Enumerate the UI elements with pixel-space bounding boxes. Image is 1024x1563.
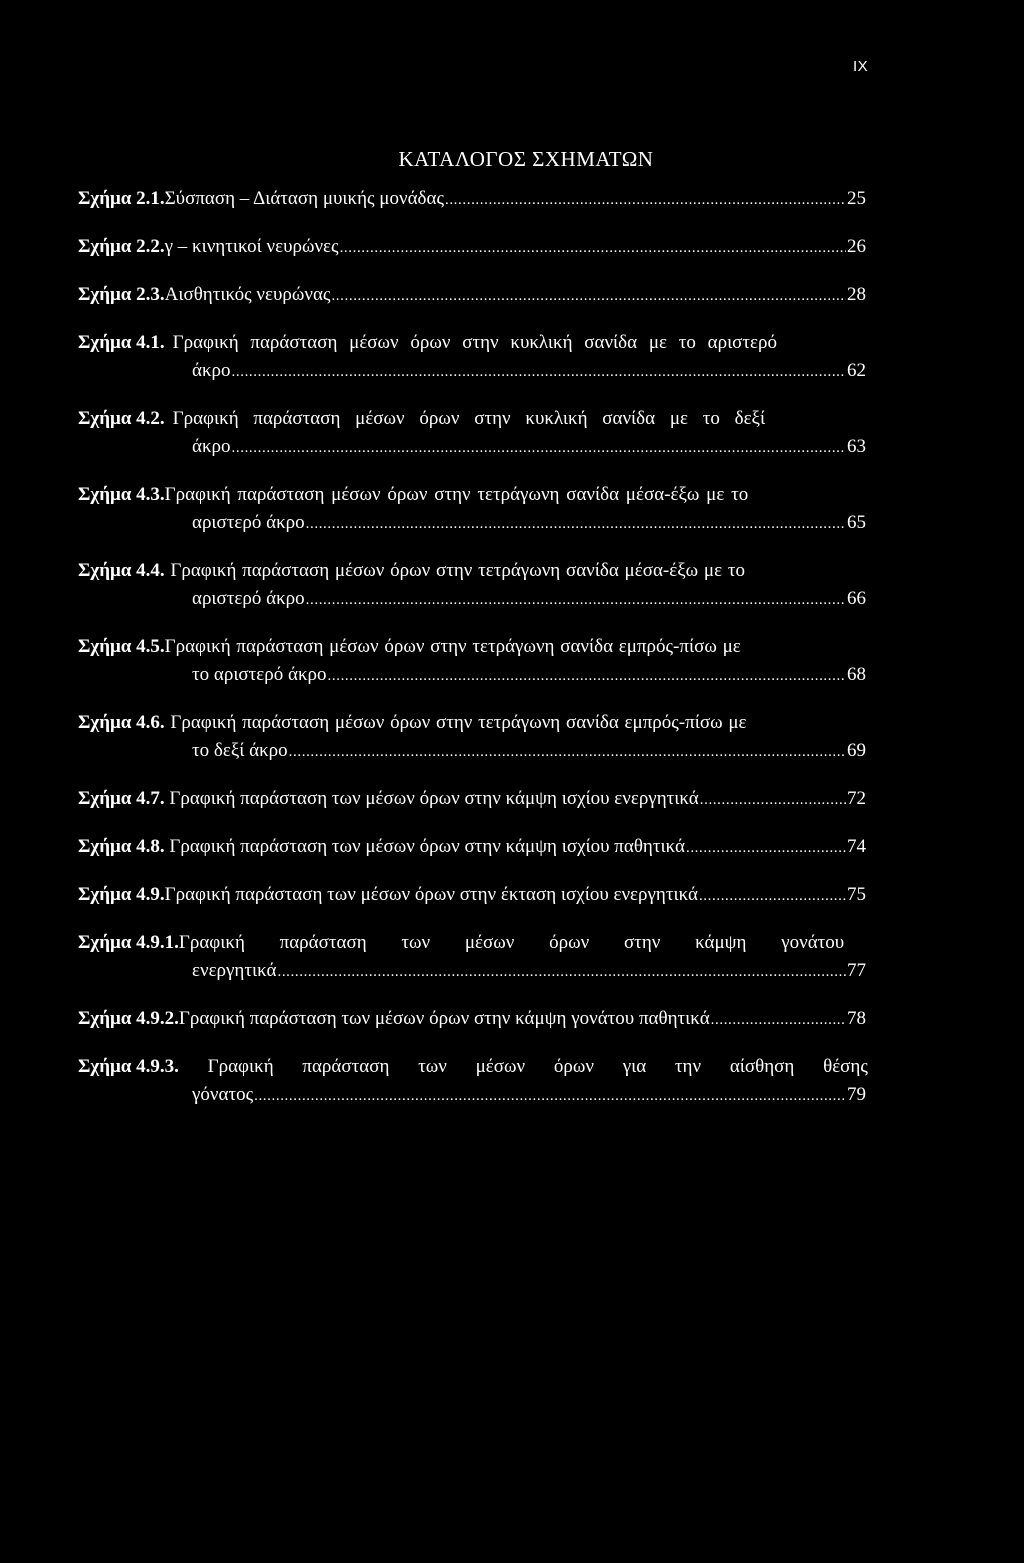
figure-entry[interactable] xyxy=(78,833,866,862)
figure-entry[interactable] xyxy=(78,1053,866,1110)
figure-page-number: 79 xyxy=(847,1084,866,1105)
figure-entry[interactable] xyxy=(78,185,866,214)
figure-label: Σχήμα 2.3. xyxy=(78,284,165,305)
figure-caption: Γραφική παράσταση μέσων όρων στην τετράγωνη σανίδα εμπρός-πίσω με xyxy=(164,636,741,657)
figure-page-number: 74 xyxy=(847,836,866,857)
figure-entry[interactable] xyxy=(78,233,866,262)
figure-label: Σχήμα 4.4. xyxy=(78,560,165,581)
figure-page-number: 69 xyxy=(847,740,866,761)
dot-leader xyxy=(445,186,846,214)
figure-caption-continued: γόνατος xyxy=(192,1084,254,1105)
figure-page-number: 28 xyxy=(847,284,866,305)
figure-page-number: 62 xyxy=(847,360,866,381)
dot-leader xyxy=(277,958,846,986)
figure-caption: γ – κινητικοί νευρώνες xyxy=(164,236,339,257)
figure-caption-continued: αριστερό άκρο xyxy=(192,588,305,609)
figure-caption-continued: άκρο xyxy=(192,360,231,381)
figure-entry[interactable] xyxy=(78,281,866,310)
figure-page-number: 68 xyxy=(847,664,866,685)
figure-entry[interactable] xyxy=(78,1005,866,1034)
figure-caption: Γραφική παράσταση μέσων όρων στην τετράγωνη σανίδα μέσα-έξω με το xyxy=(164,484,749,505)
figure-caption: Γραφική παράσταση μέσων όρων στην κυκλική σανίδα με το δεξί xyxy=(172,408,766,429)
figure-label: Σχήμα 4.6. xyxy=(78,712,165,733)
figure-label: Σχήμα 4.8. xyxy=(78,836,165,857)
figure-caption: Σύσπαση – Διάταση μυικής μονάδας xyxy=(164,188,444,209)
figure-caption: Γραφική παράσταση των μέσων όρων στην κάμψη ισχίου παθητικά xyxy=(164,836,685,857)
figure-label: Σχήμα 4.1. xyxy=(78,332,165,353)
figure-label: Σχήμα 4.5. xyxy=(78,636,165,657)
figure-label: Σχήμα 2.2. xyxy=(78,236,165,257)
figure-caption: Γραφική παράσταση των μέσων όρων στην κάμψη ισχίου ενεργητικά xyxy=(164,788,699,809)
dot-leader xyxy=(289,738,846,766)
dot-leader xyxy=(254,1082,846,1110)
figure-caption-continued: άκρο xyxy=(192,436,231,457)
dot-leader xyxy=(232,434,846,462)
figure-caption: Γραφική παράσταση των μέσων όρων στην έκταση ισχίου ενεργητικά xyxy=(164,884,698,905)
figure-entry[interactable] xyxy=(78,881,866,910)
figure-page-number: 72 xyxy=(847,788,866,809)
figure-caption: Γραφική παράσταση μέσων όρων στην τετράγωνη σανίδα μέσα-έξω με το xyxy=(164,560,745,581)
figure-page-number: 78 xyxy=(847,1008,866,1029)
dot-leader xyxy=(711,1006,846,1034)
figure-caption: Γραφική παράσταση των μέσων όρων στην κάμψη γονάτου παθητικά xyxy=(178,1008,710,1029)
figure-page-number: 63 xyxy=(847,436,866,457)
figure-entry[interactable] xyxy=(78,709,866,766)
figure-caption-continued: το δεξί άκρο xyxy=(192,740,288,761)
figure-entry[interactable] xyxy=(78,633,866,690)
page-number: IX xyxy=(853,58,869,75)
figure-caption-continued: το αριστερό άκρο xyxy=(192,664,327,685)
dot-leader xyxy=(686,834,846,862)
figure-label: Σχήμα 4.7. xyxy=(78,788,165,809)
list-of-figures-title: ΚΑΤΑΛΟΓΟΣ ΣΧΗΜΑΤΩΝ xyxy=(398,147,654,171)
dot-leader xyxy=(331,282,846,310)
figure-entry[interactable] xyxy=(78,405,866,462)
figure-label: Σχήμα 4.9.2. xyxy=(78,1008,179,1029)
dot-leader xyxy=(328,662,846,690)
figure-entry[interactable] xyxy=(78,481,866,538)
figure-caption: Γραφική παράσταση μέσων όρων στην τετράγωνη σανίδα εμπρός-πίσω με xyxy=(164,712,747,733)
figure-entry[interactable] xyxy=(78,329,866,386)
figure-page-number: 65 xyxy=(847,512,866,533)
figure-caption-continued: ενεργητικά xyxy=(192,960,277,981)
dot-leader xyxy=(340,234,846,262)
figure-caption: Γραφική παράσταση μέσων όρων στην κυκλική σανίδα με το αριστερό xyxy=(172,332,778,353)
figure-caption-continued: αριστερό άκρο xyxy=(192,512,305,533)
figure-caption: Γραφική παράσταση των μέσων όρων στην κάμψη γονάτου xyxy=(178,932,845,953)
figure-entry[interactable] xyxy=(78,557,866,614)
dot-leader xyxy=(700,786,846,814)
figure-list xyxy=(78,185,866,1129)
figure-label: Σχήμα 4.9. xyxy=(78,884,165,905)
dot-leader xyxy=(232,358,846,386)
figure-entry[interactable] xyxy=(78,785,866,814)
figure-label: Σχήμα 4.2. xyxy=(78,408,165,429)
dot-leader xyxy=(306,510,846,538)
figure-page-number: 75 xyxy=(847,884,866,905)
figure-page-number: 77 xyxy=(847,960,866,981)
figure-label: Σχήμα 2.1. xyxy=(78,188,165,209)
figure-caption: Γραφική παράσταση των μέσων όρων για την αίσθηση θέσης xyxy=(178,1056,868,1077)
figure-page-number: 25 xyxy=(847,188,866,209)
figure-page-number: 66 xyxy=(847,588,866,609)
figure-label: Σχήμα 4.3. xyxy=(78,484,165,505)
figure-label: Σχήμα 4.9.1. xyxy=(78,932,179,953)
figure-page-number: 26 xyxy=(847,236,866,257)
figure-entry[interactable] xyxy=(78,929,866,986)
figure-caption: Αισθητικός νευρώνας xyxy=(164,284,331,305)
dot-leader xyxy=(306,586,846,614)
figure-label: Σχήμα 4.9.3. xyxy=(78,1056,179,1077)
dot-leader xyxy=(699,882,846,910)
